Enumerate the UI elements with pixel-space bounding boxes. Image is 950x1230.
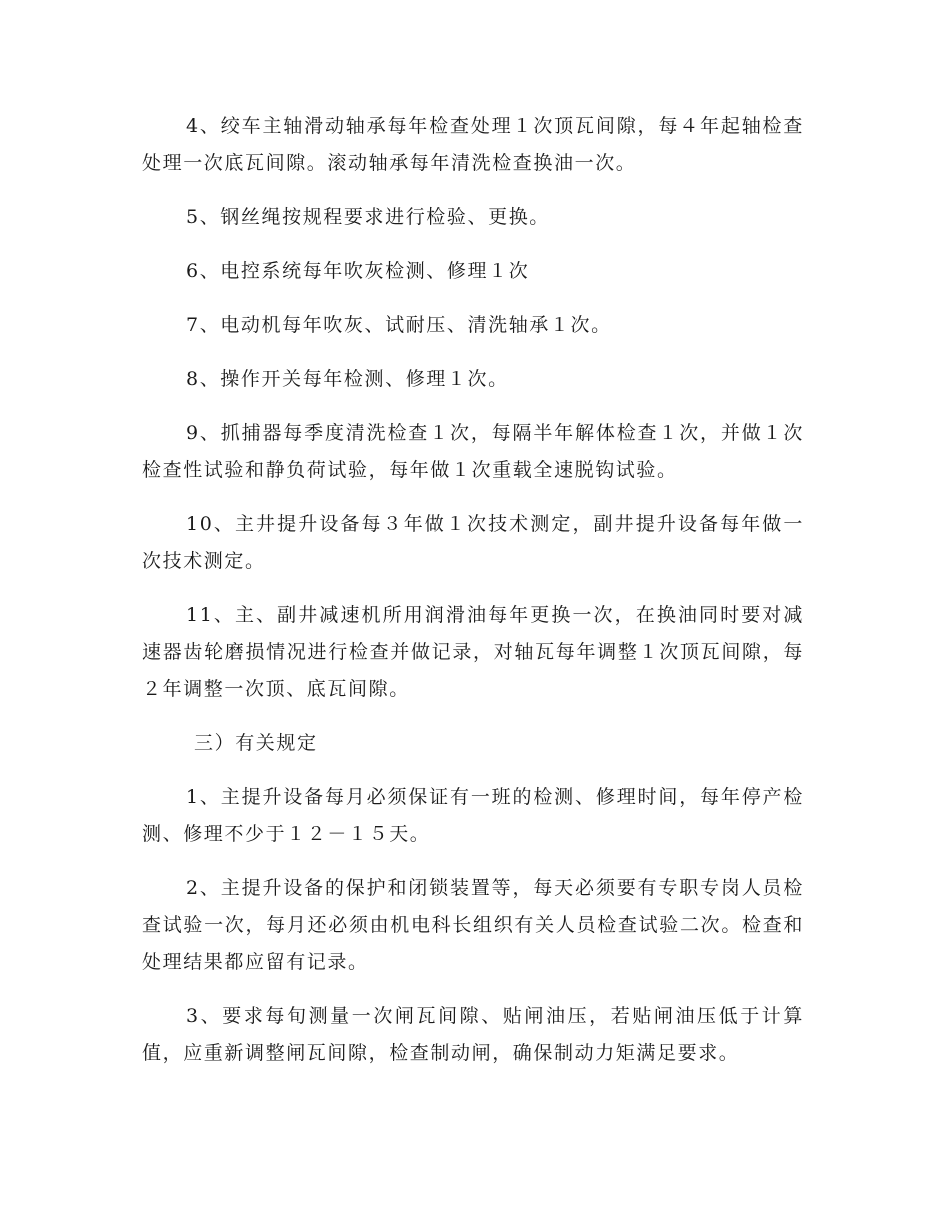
paragraph-item-10: 10、主井提升设备每３年做１次技术测定，副井提升设备每年做一次技术测定。 <box>142 513 804 572</box>
section-heading: 三）有关规定 <box>194 732 318 754</box>
paragraph-item-7: 7、电动机每年吹灰、试耐压、清洗轴承１次。 <box>186 314 612 336</box>
paragraph-item-9: 9、抓捕器每季度清洗检查１次，每隔半年解体检查１次，并做１次检查性试验和静负荷试验，每年做１次重载全速脱钩试验。 <box>142 422 804 481</box>
rule-item-1: 1、主提升设备每月必须保证有一班的检测、修理时间，每年停产检测、修理不少于１２－１５天。 <box>142 786 804 845</box>
rule-item-3: 3、要求每旬测量一次闸瓦间隙、贴闸油压，若贴闸油压低于计算值，应重新调整闸瓦间隙，检查制动闸，确保制动力矩满足要求。 <box>142 1005 804 1064</box>
paragraph-item-5: 5、钢丝绳按规程要求进行检验、更换。 <box>186 206 550 228</box>
rule-item-2: 2、主提升设备的保护和闭锁装置等，每天必须要有专职专岗人员检查试验一次，每月还必须由机电科长组织有关人员检查试验二次。检查和处理结果都应留有记录。 <box>142 877 804 973</box>
paragraph-item-4: 4、绞车主轴滑动轴承每年检查处理１次顶瓦间隙，每４年起轴检查处理一次底瓦间隙。滚动轴承每年清洗检查换油一次。 <box>142 115 804 174</box>
paragraph-item-8: 8、操作开关每年检测、修理１次。 <box>186 368 509 390</box>
paragraph-item-6: 6、电控系统每年吹灰检测、修理１次 <box>186 260 530 282</box>
paragraph-item-11: 11、主、副井减速机所用润滑油每年更换一次，在换油同时要对减速器齿轮磨损情况进行检查并做记录，对轴瓦每年调整１次顶瓦间隙，每２年调整一次顶、底瓦间隙。 <box>142 604 804 700</box>
document-body <box>142 108 804 1089</box>
